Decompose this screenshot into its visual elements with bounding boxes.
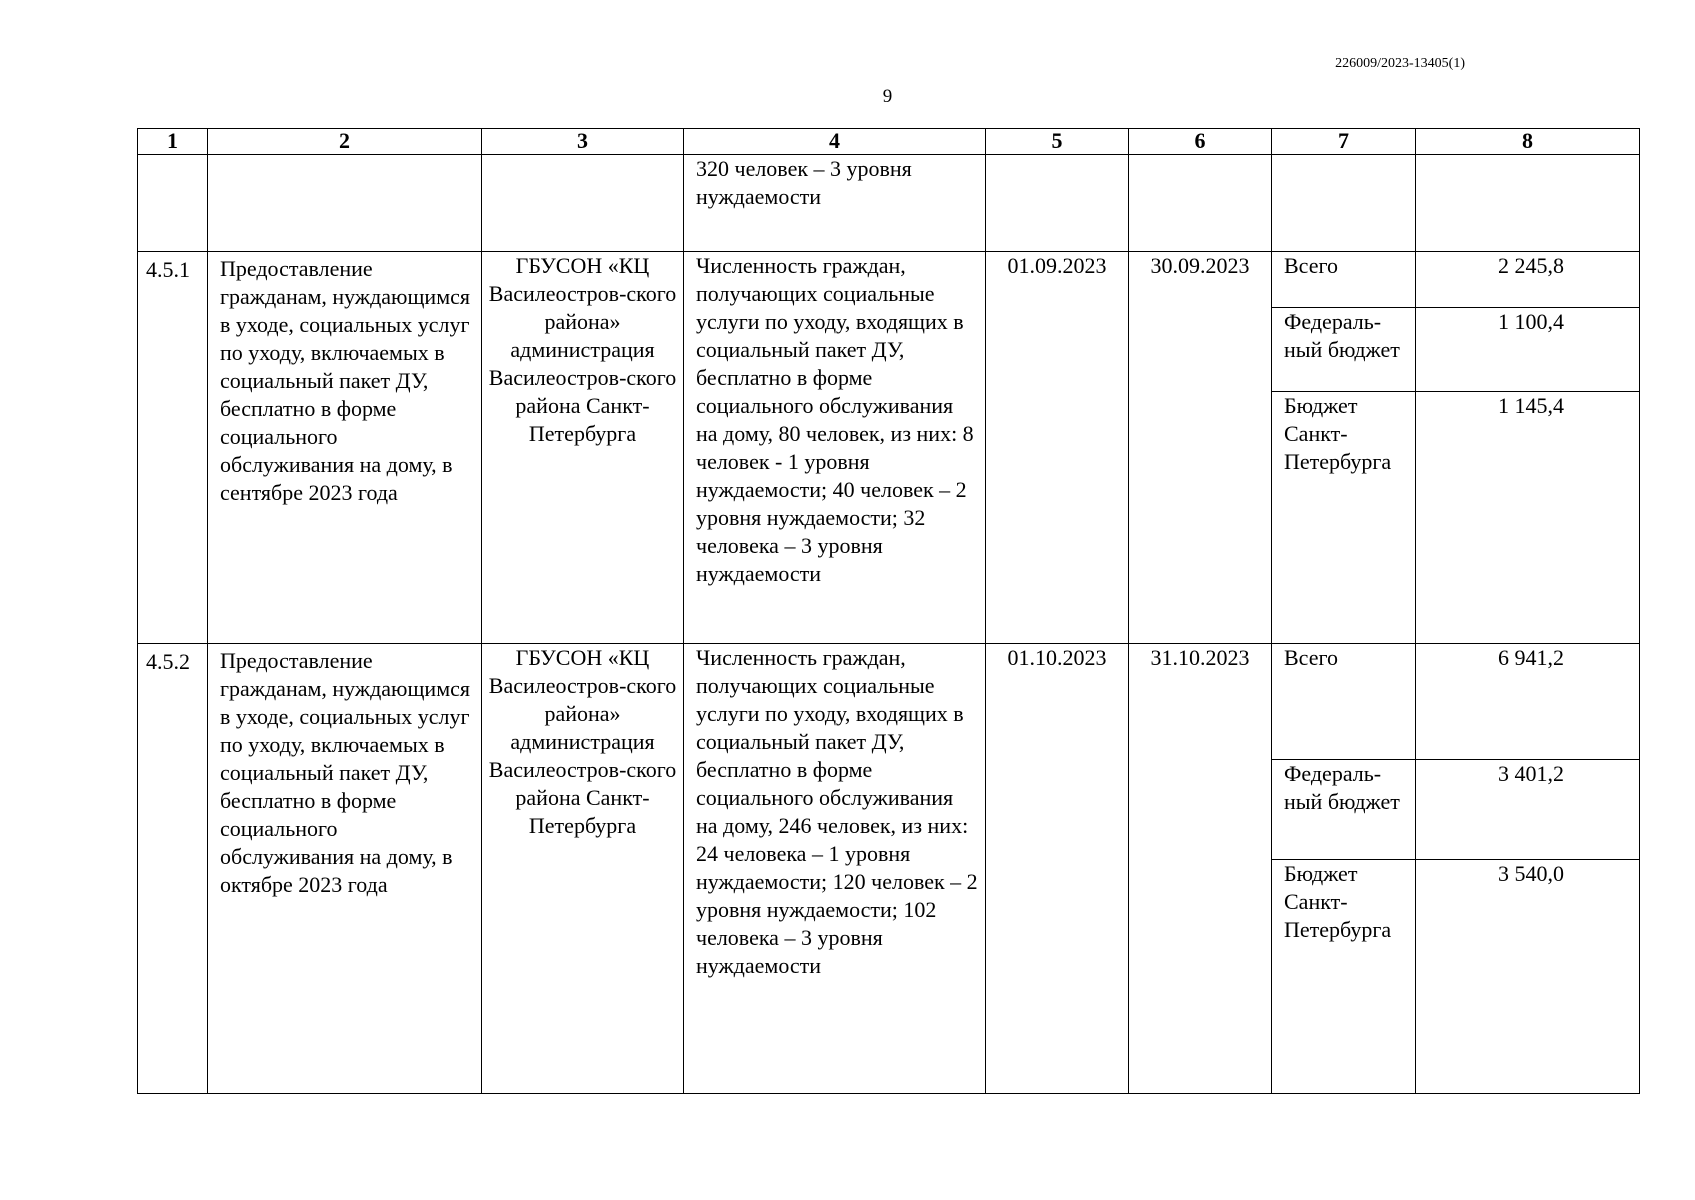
funding-source: Всего <box>1284 645 1338 670</box>
funding-amount: 3 401,2 <box>1416 759 1639 859</box>
continuation-col-6 <box>1129 155 1272 252</box>
start-date: 01.10.2023 <box>986 644 1129 1094</box>
executor: ГБУСОН «КЦ Василеостров-ского района» администрация Василеостров-ского района Санкт-Петербурга <box>482 644 684 1094</box>
header-col-6: 6 <box>1129 129 1272 155</box>
header-col-3: 3 <box>482 129 684 155</box>
start-date: 01.09.2023 <box>986 252 1129 644</box>
page-number: 9 <box>882 86 893 107</box>
header-col-5: 5 <box>986 129 1129 155</box>
header-col-4: 4 <box>684 129 986 155</box>
plan-table <box>137 128 1640 1094</box>
funding-amount: 3 540,0 <box>1416 859 1639 959</box>
measure-description: Предоставление гражданам, нуждающимся в уходе, социальных услуг по уходу, включаемых в социальный пакет ДУ, бесплатно в форме социального обслуживания на дому, в октябре 2023 года <box>208 644 482 1094</box>
header-col-2: 2 <box>208 129 482 155</box>
table-row <box>138 644 1640 1094</box>
funding-source: Федераль-ный бюджет <box>1272 759 1415 859</box>
continuation-col-2 <box>208 155 482 252</box>
continuation-indicator: 320 человек – 3 уровня нуждаемости <box>684 155 986 252</box>
funding-amounts <box>1416 252 1640 644</box>
end-date: 30.09.2023 <box>1129 252 1272 644</box>
indicator: Численность граждан, получающих социальные услуги по уходу, входящих в социальный пакет ДУ, бесплатно в форме социального обслуживания на дому, 80 человек, из них: 8 человек - 1 уровня нуждаемости; 40 человек – 2 уровня нуждаемости; 32 человека – 3 уровня нуждаемости <box>684 252 986 644</box>
row-number: 4.5.2 <box>138 644 208 1094</box>
measure-description: Предоставление гражданам, нуждающимся в уходе, социальных услуг по уходу, включаемых в социальный пакет ДУ, бесплатно в форме социального обслуживания на дому, в сентябре 2023 года <box>208 252 482 644</box>
funding-sources <box>1272 252 1416 644</box>
indicator: Численность граждан, получающих социальные услуги по уходу, входящих в социальный пакет ДУ, бесплатно в форме социального обслуживания на дому, 246 человек, из них: 24 человека – 1 уровня нуждаемости; 120 человек – 2 уровня нуждаемости; 102 человека – 3 уровня нуждаемости <box>684 644 986 1094</box>
funding-amount: 1 145,4 <box>1416 391 1639 477</box>
continuation-col-5 <box>986 155 1129 252</box>
header-col-8: 8 <box>1416 129 1640 155</box>
funding-source: Бюджет Санкт-Петербурга <box>1272 391 1415 477</box>
funding-source: Всего <box>1284 253 1338 278</box>
funding-amounts <box>1416 644 1640 1094</box>
funding-amount: 1 100,4 <box>1416 307 1639 391</box>
header-col-7: 7 <box>1272 129 1416 155</box>
funding-amount: 2 245,8 <box>1498 253 1564 278</box>
continuation-col-3 <box>482 155 684 252</box>
header-col-1: 1 <box>138 129 208 155</box>
row-number: 4.5.1 <box>138 252 208 644</box>
table-row <box>138 252 1640 644</box>
document-registration-number: 226009/2023-13405(1) <box>1335 56 1465 71</box>
continuation-col-1 <box>138 155 208 252</box>
funding-source: Бюджет Санкт-Петербурга <box>1272 859 1415 959</box>
executor: ГБУСОН «КЦ Василеостров-ского района» администрация Василеостров-ского района Санкт-Петербурга <box>482 252 684 644</box>
continuation-row <box>138 155 1640 252</box>
funding-sources <box>1272 644 1416 1094</box>
funding-source: Федераль-ный бюджет <box>1272 307 1415 391</box>
end-date: 31.10.2023 <box>1129 644 1272 1094</box>
funding-amount: 6 941,2 <box>1498 645 1564 670</box>
continuation-col-7 <box>1272 155 1416 252</box>
header-row <box>138 129 1640 155</box>
continuation-col-8 <box>1416 155 1640 252</box>
